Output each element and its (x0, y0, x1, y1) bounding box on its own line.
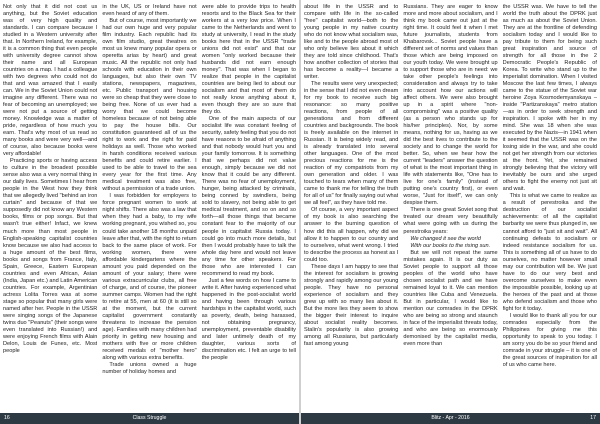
article-paragraph: The results were very unexpected; in the sense that I did not even dream for my book to receive such big resonance: so many positive reactions, from people of all generations and from different countries and backgrounds. The book is freely available on the internet in Russian. It is being widely read, and is already translated into several other languages. One of the most precious reactions for me is the reaction of my compatriots from my own generation and older. I was touched to tears when many of them came to thank me for telling the truth for all of us" for finally saying out what we all feel", as they have told me. (304, 81, 399, 207)
magazine-issue-label: Class Struggle (132, 415, 167, 421)
song-lyric-line: We changed it see the world (410, 235, 481, 242)
article-paragraph: Not only that it did not cost us anything, but the Soviet education was of very high quality and standards. I can compare because I studied in a Western university after that. In Northern Ireland, for example, it is a common thing that even people with university degree cannot show their name and all European countries on a map. I had a colleague with two degrees who could not do that and was amazed that I easily can. We in the Soviet Union could not imagine any different. There was no fear of becoming an unemployed; we were not put a source of getting money. Knowledge was a matter of pride, regardless of how much you earn. That's why most of us read so many books and were very well—and of course, also because books were very affordable! (3, 4, 98, 158)
right-page (301, 0, 600, 424)
article-paragraph: I would like to thank all you for our comrades especially from the Philippines for giving me this opportunity to speak to you today. I am sorry you do be so your friend and comrade in your struggle – it is one of the great sources of inspiration for all of us who came here. (502, 312, 597, 368)
right-page-footer (301, 413, 600, 424)
article-paragraph: One of the main aspects of our socialist life was constant feeling of security, safety feeling that you do not have reasons to be afraid of anything and that nobody would hurt you and your family tomorrow. It is something that we perhaps did not value enough, simply because we did not know that it could be any different. There was no fear of unemployment, hunger, being attacked by criminals, being conned by swindlers, being sold to slavery, not being able to get medical treatment, and so on and so forth—all those things that became constant fear to the majority of our people in capitalist Russia today. I could go into much more details, but then I would probably have to talk the whole day here and would not leave any time for other speakers. For those who are interested I can recommend to read my book. (201, 116, 296, 277)
magazine-issue-label: Blitz - Apr - 2016 (431, 415, 470, 421)
article-paragraph: Of course, a very important aspect of my book is also searching the answer to the burning question of how did this all happen, why did we allow it to happen to our country and to ourselves, what went wrong. I tried to describe the process as honest as I could too. (304, 207, 399, 263)
article-paragraph: Practicing sports or having access to culture in the broadest possible sense also was a very normal thing in our daily lives. Sometimes I hear from people in the West how they think that we allegedly lived "behind an iron curtain" and because of that we supposedly did not know any Western books, films or pop songs. But that wasn't true either! Infact, we knew much more than most people in English-speaking capitalist countries know because we also had access to a huge amount of the best films, books and songs from France, Italy, Spain, Greece, Eastern European countries and even African, Asian (India, Japan etc.) and Latin American countries. For example, Argentinian actress Lolita Torres was at some stage so popular that many girls were named after her. People in the USSR were singing songs of the Japanese twins duo "Peanuts" (their songs were even translated into Russian!) and were enjoying French films with Alain Delon, Louis de Funes, etc. Most people (3, 158, 98, 354)
article-paragraph: the USSR was. We have to tell the world the truth about the DPRK just as much as about the Soviet Union. They are at the frontline of defending socialism today and I would like to pay tribute to them for being such great inspiration and source of strength for all those in the 2 Democratic People's Republic of Korea. To write who stand up to the imperialist domination. When I visited Moscow the last few times, I always came to the statue of the Soviet war heroine Zoya Kosmodemyanskaya – inside "Partizanskaya" metro station—as in order to seek strength and inspiration. I spoke with her in my mind. She was 18 when she was executed by the Nazis—in 1941 when it seemed that the USSR was on the losing side in the war, and she could not get her strength from our victories at the front. Yet, she remained strongly believing that the victory will inevitably be ours and she urged others to fight the enemy not just sit and wait. (502, 4, 597, 193)
article-paragraph: This is what we came to realize as a result of perestroika and the destruction of our socialist achievements: of all the capitalist barbarity we were thus plunged in, we cannot afford to "just sit and wait". All continuing defeats to socialism or indeed resistance socialism for us. This is something all of us have to do ourselves, no matter however small may our contribution will be. We just have to do our very best and overcome ourselves to make even the impossible possible, looking up at the heroes of the past and at those who defend socialism and those who fight for it today. (502, 193, 597, 312)
article-paragraph: Russians. They are eager to know more and more about socialism, and I think my book came out just at the right time. It could feel it when I met future journalists, students from Khabarovsk... Soviet people have a different set of norms and values than those which are being imposed on our youth today. We were brought up to support those who are in need: we take other people's feelings into consideration and always try to take into account how our actions will affect others. We were also brought up in a spirit where "non-compromising" was a positive quality (as a person who stands up for his/her principles). Nor, by some means, nothing for us, having as we did the best lives to contribute to the society and to change the world for better. So, when we hear how the current "leaders" answer the question of what is the most important thing in life with statements like, "One has to live for one's family" (instead of putting one's country first), or even worse, "Just for itself", we can only despise them. (403, 4, 498, 207)
page-number: 16 (4, 415, 10, 421)
article-paragraph: about life in the USSR and to compare with life in the so-called "free" capitalist world—both to the young people in my native country who do not know what socialism was, like and to the people abroad most of who only believe lies about it which they are told since childhood. That's how another collection of stories that has become a reality—I became a writer. (304, 4, 399, 81)
article-paragraph: These days I am happy to see that the interest for socialism is growing strongly and rapidly among our young people. They have no personal experience of socialism and they grew up with so many lies about it. But the more lies they seem to show the bigger their interest to inquire about socialist reality becomes. Stalin's popularity is also growing among all Russians, but particularly fast among young (304, 263, 399, 347)
article-paragraph: But we will not repeat the same mistakes again. It is our duty as Soviet people to support all those peoples of the world who have chosen socialist path and we have remained loyal to it. We can mention countries like Cuba and Venezuela. But in particular, I would like to mention our comrades in the DPRK who are being so strong and staunch in face of the imperialist threats today, and who are being so enormously demonised by the capitalist media, even more than (403, 249, 498, 347)
page-number: 17 (590, 415, 596, 421)
right-page-columns (304, 4, 597, 406)
left-column-2 (102, 4, 196, 406)
article-paragraph: There is one great Soviet song that treated our dream very beautifully what were going with us during the perestroika years: (403, 207, 498, 235)
article-paragraph: Just a few words on how I came to write it. After having experienced what happened in the post-socialist world and having been through various hardships in the capitalist world, such as poverty, death, being harassed, not obtaining pregnancy, unemployment, preventable disability and later untimely death of my daughter, various sorts of discrimination etc. I felt an urge to tell the people (201, 277, 296, 361)
article-paragraph: in the UK, US or Ireland have not even heard of any of them. (102, 4, 197, 18)
article-paragraph: were able to provide trips to health resorts and to the Black Sea for their workers at a very low price. When I came to the Netherlands and went to study at university, I read in the study books here that in the USSR "trade unions did not exist" and that our women "only worked because their husbands did not earn enough money". That was when I began to realize that people in the capitalist countries are being lied to about our socialism and that most of them do not really know anything about it, even though they are so sure that they do. (201, 4, 296, 116)
article-paragraph: Trade unions owned a huge number of holiday homes and (102, 361, 197, 375)
article-paragraph: I was forbidden for employers to force pregnant women to work at night shifts. There also was a law that when they had a baby, to my wife working pregnant, you wished so, you could take another 18 months unpaid leave after that, with the right to return back to the same place of work. For working women, there were affordable kindergartens where the amount you paid depended on the amount of your salary; there were various extracurricular clubs, all free of charge, and of course, the pioneer summer camps. Women had the right to retire at 55, men at 60 (it is still so at the moment, but the current capitalist government constantly threatens to increase the pension age). Families with many children had priority in getting new housing and mothers with five or more children received medals of "mother hero" along with various extra benefits. (102, 193, 197, 361)
right-column-3 (503, 4, 597, 406)
song-lyric-line: With our books to the rising sun. (410, 242, 491, 249)
left-page-footer (0, 413, 299, 424)
article-paragraph: But of course, most importantly we had our own huge and very popular film industry. Each republic had its own film studio, great theatres on most us knew many popular opera or operetta arias by heart) and great music. All the republic not only had schools with education in their own languages, but also their own TV stations, newspapers, magazines, etc. Public transport and housing were so cheap that they were close to being free. None of us ever had a worry that we could become homeless because of not being able to pay the house bills. Our constitution guaranteed all of us the right to work and the right for paid holidays as well. Those who worked in harsh conditions received various benefits and could retire earlier. I used to be able to travel to the sea every year for the first time. Any medical treatment was also free, without a permission of a trade union. (102, 18, 197, 193)
left-column-1 (3, 4, 97, 406)
left-page (0, 0, 299, 424)
right-column-2 (403, 4, 497, 406)
left-page-columns (3, 4, 296, 406)
right-column-1 (304, 4, 398, 406)
left-column-3 (202, 4, 296, 406)
